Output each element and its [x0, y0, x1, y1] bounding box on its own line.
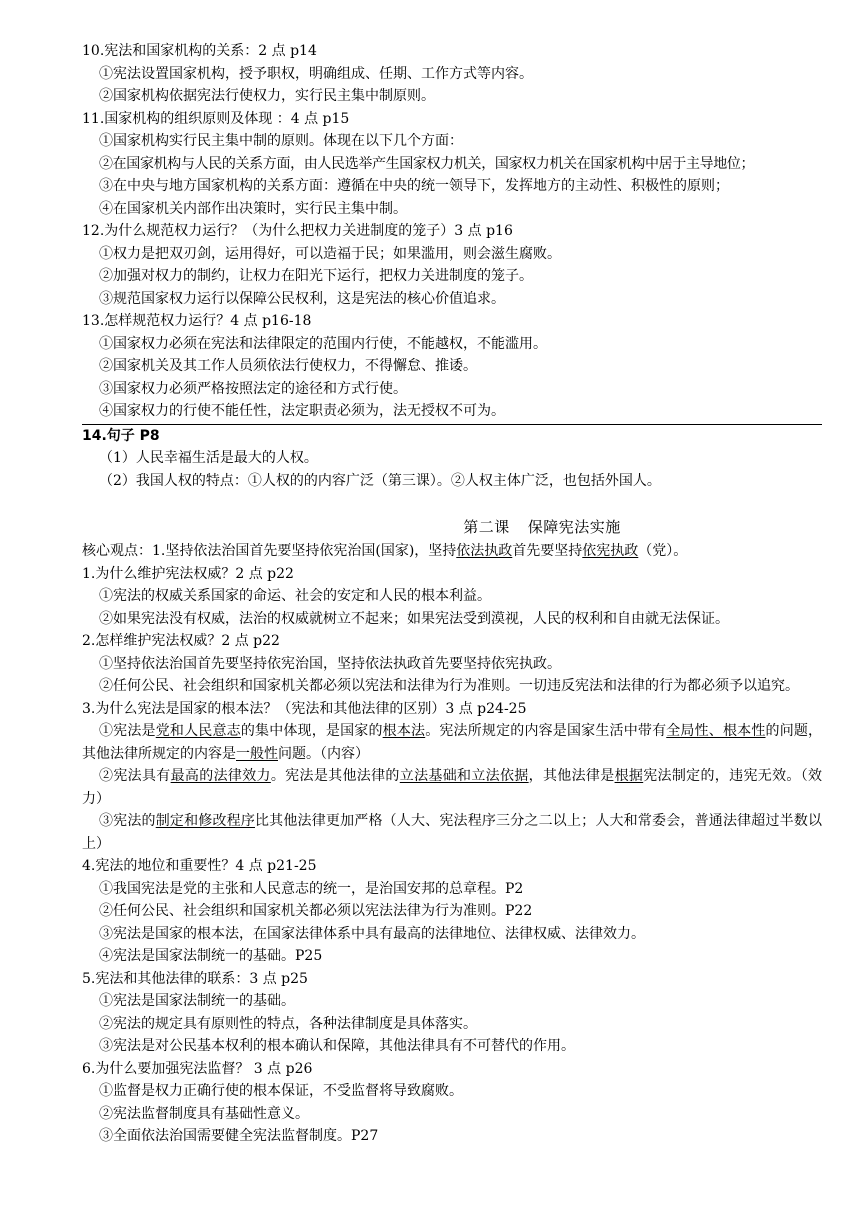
spacer — [82, 492, 822, 514]
lesson2-question-5-heading: 5.宪法和其他法律的联系：3 点 p25 — [82, 970, 308, 987]
item-text: 。宪法所规定的内容是国家生活中带有 — [425, 723, 667, 739]
item-underline: 党和人民意志 — [155, 723, 241, 739]
lesson2-question-6-item: ①监督是权力正确行使的根本保证，不受监督将导致腐败。 — [99, 1083, 463, 1099]
document-page — [82, 40, 822, 1148]
question-12-item: ①权力是把双刃剑，运用得好，可以造福于民；如果滥用，则会滋生腐败。 — [99, 245, 561, 262]
lesson2-question-3-item — [82, 720, 822, 765]
item-underline: 最高的法律效力 — [170, 768, 271, 784]
question-10-item: ①宪法设置国家机构，授予职权，明确组成、任期、工作方式等内容。 — [99, 65, 533, 82]
item-text: ②宪法具有 — [99, 768, 171, 784]
lesson2-question-4-item: ②任何公民、社会组织和国家机关都必须以宪法法律为行为准则。P22 — [99, 903, 533, 919]
core-underline: 依法执政 — [456, 543, 513, 559]
item-underline: 一般性 — [236, 745, 278, 762]
item-text: 宪法制定的，违宪无效。（效力） — [82, 768, 823, 807]
core-underline: 依宪执政 — [582, 543, 639, 559]
lesson2-question-4-item: ③宪法是国家的根本法，在国家法律体系中具有最高的法律地位、法律权威、法律效力。 — [99, 925, 645, 942]
item-underline: 立法基础和立法依据 — [399, 768, 529, 784]
lesson2-question-2-item: ②任何公民、社会组织和国家机关都必须以宪法和法律为行为准则。一切违反宪法和法律的行为都必须予以追究。 — [99, 678, 799, 694]
question-14-heading: 14.句子 P8 — [82, 427, 160, 444]
core-text: （党）。 — [638, 543, 688, 559]
lesson2-question-1-item: ②如果宪法没有权威，法治的权威就树立不起来；如果宪法受到漠视，人民的权利和自由就无法保证。 — [99, 610, 729, 627]
item-underline: 根据 — [614, 768, 644, 784]
question-11-item: ②在国家机构与人民的关系方面，由人民选举产生国家权力机关，国家权力机关在国家机构中居于主导地位； — [99, 155, 755, 172]
lesson2-question-5-item: ③宪法是对公民基本权利的根本确认和保障，其他法律具有不可替代的作用。 — [99, 1038, 575, 1054]
lesson-name: 保障宪法实施 — [527, 518, 621, 536]
lesson2-question-2-heading: 2.怎样维护宪法权威？2 点 p22 — [82, 633, 280, 649]
item-text: ，其他法律是 — [528, 768, 615, 784]
lesson2-question-6-heading: 6.为什么要加强宪法监督？ 3 点 p26 — [82, 1060, 313, 1077]
question-10-item: ②国家机构依据宪法行使权力，实行民主集中制原则。 — [99, 88, 435, 104]
lesson2-question-3-item — [82, 810, 822, 855]
question-12-item: ③规范国家权力运行以保障公民权利，这是宪法的核心价值追求。 — [99, 290, 505, 307]
question-13-item: ①国家权力必须在宪法和法律限定的范围内行使，不能越权，不能滥用。 — [99, 335, 547, 352]
lesson2-question-5-item: ①宪法是国家法制统一的基础。 — [99, 993, 295, 1009]
lesson2-question-3-heading: 3.为什么宪法是国家的根本法？（宪法和其他法律的区别）3 点 p24-25 — [82, 700, 527, 717]
item-text: 的问题，其他法律所规定的内容是 — [82, 723, 823, 762]
item-text: 。宪法是其他法律的 — [270, 768, 400, 784]
question-10-heading: 10.宪法和国家机构的关系：2 点 p14 — [82, 43, 317, 59]
lesson2-question-3-item — [82, 765, 822, 810]
core-text: 核心观点：1.坚持依法治国首先要坚持依宪治国(国家)，坚持 — [82, 543, 457, 559]
question-13-item: ③国家权力必须严格按照法定的途径和方式行使。 — [99, 380, 407, 397]
question-13-heading: 13.怎样规范权力运行？4 点 p16-18 — [82, 313, 312, 329]
lesson2-question-5-item: ②宪法的规定具有原则性的特点，各种法律制度是具体落实。 — [99, 1015, 477, 1032]
lesson-number: 第二课 — [463, 518, 510, 536]
question-13-item: ④国家权力的行使不能任性，法定职责必须为，法无授权不可为。 — [99, 403, 505, 419]
lesson2-question-2-item: ①坚持依法治国首先要坚持依宪治国，坚持依法执政首先要坚持依宪执政。 — [99, 655, 561, 672]
question-11-item: ④在国家机关内部作出决策时，实行民主集中制。 — [99, 200, 407, 217]
question-11-item: ①国家机构实行民主集中制的原则。体现在以下几个方面： — [99, 133, 463, 149]
lesson2-question-4-heading: 4.宪法的地位和重要性？4 点 p21-25 — [82, 858, 317, 874]
item-underline: 制定和修改程序 — [155, 813, 255, 829]
lesson2-question-6-item: ②宪法监督制度具有基础性意义。 — [99, 1105, 309, 1122]
lesson2-question-1-item: ①宪法的权威关系国家的命运、社会的安定和人民的根本利益。 — [99, 588, 491, 604]
question-14-item: （1）人民幸福生活是最大的人权。 — [99, 450, 318, 466]
item-underline: 全局性、根本性 — [666, 723, 766, 739]
item-underline: 根本法 — [382, 723, 426, 739]
core-viewpoint — [82, 540, 822, 563]
question-11-heading: 11.国家机构的组织原则及体现 ：4 点 p15 — [82, 110, 350, 127]
lesson2-question-1-heading: 1.为什么维护宪法权威？2 点 p22 — [82, 565, 294, 582]
lesson-title — [82, 514, 822, 540]
question-11-item: ③在中央与地方国家机构的关系方面：遵循在中央的统一领导下，发挥地方的主动性、积极性的原则； — [99, 178, 729, 194]
question-13-item: ②国家机关及其工作人员须依法行使权力，不得懈怠、推诿。 — [99, 358, 477, 374]
item-text: ①宪法是 — [99, 723, 156, 739]
lesson2-question-6-item: ③全面依法治国需要健全宪法监督制度。P27 — [99, 1128, 379, 1144]
item-text: ③宪法的 — [99, 813, 156, 829]
item-text: 问题。（内容） — [278, 745, 369, 762]
question-12-heading: 12.为什么规范权力运行？（为什么把权力关进制度的笼子）3 点 p16 — [82, 223, 513, 239]
core-text: 首先要坚持 — [512, 543, 583, 559]
question-14-item: （2）我国人权的特点：①人权的的内容广泛（第三课）。②人权主体广泛，也包括外国人。 — [99, 472, 661, 489]
question-12-item: ②加强对权力的制约，让权力在阳光下运行，把权力关进制度的笼子。 — [99, 268, 533, 284]
lesson2-question-4-item: ①我国宪法是党的主张和人民意志的统一，是治国安邦的总章程。P2 — [99, 880, 524, 897]
item-text: 比其他法律更加严格（人大、宪法程序三分之二以上；人大和常委会，普通法律超过半数以上） — [82, 813, 823, 852]
lesson2-question-4-item: ④宪法是国家法制统一的基础。P25 — [99, 948, 323, 964]
item-text: 的集中体现，是国家的 — [240, 723, 383, 739]
